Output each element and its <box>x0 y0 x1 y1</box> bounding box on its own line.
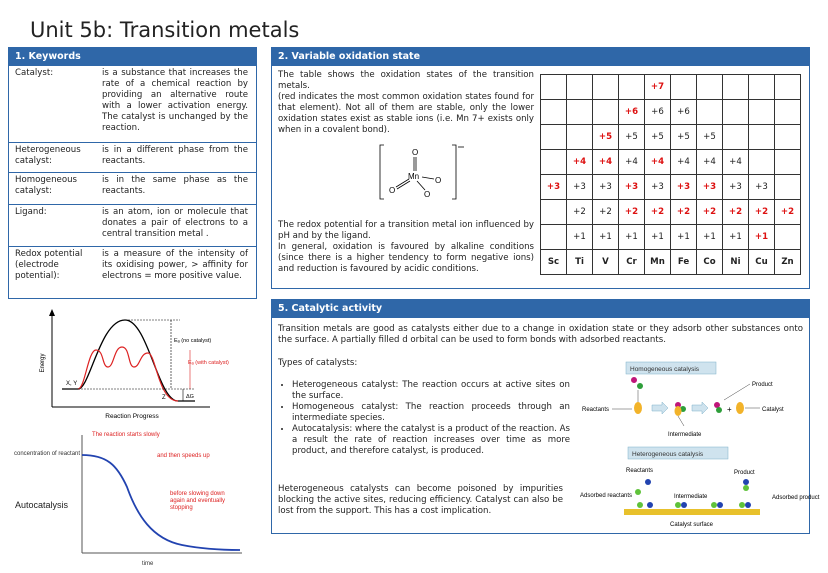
ea-no-catalyst-label: Eₐ (no catalyst) <box>174 338 212 344</box>
oxidation-cell: +5 <box>619 125 645 150</box>
keyword-def: is in a different phase from the reactants. <box>102 145 248 166</box>
oxidation-cell: +2 <box>671 200 697 225</box>
oxidation-cell: +1 <box>697 225 723 250</box>
autocatalysis-graph <box>12 425 262 570</box>
product-label-homo: Product <box>752 382 773 388</box>
oxidation-cell: +5 <box>671 125 697 150</box>
element-symbol-cell: V <box>593 250 619 275</box>
catalyst-types-list <box>278 380 570 457</box>
page-title: Unit 5b: Transition metals <box>30 18 300 42</box>
oxidation-cell: +2 <box>593 200 619 225</box>
reaction-progress-label: Reaction Progress <box>105 413 159 420</box>
oxidation-cell: +4 <box>567 150 593 175</box>
oxidation-cell: +2 <box>567 200 593 225</box>
oxidation-cell: +3 <box>541 175 567 200</box>
list-item: • Autocatalysis: where the catalyst is a product of the reaction. As a result the rate of reaction increases over time as more product, and therefore catalyst, is produced. <box>292 424 570 457</box>
element-symbol-cell: Mn <box>645 250 671 275</box>
keyword-def: is a substance that increases the rate of a chemical reaction by providing an alternative route with a lower activation energy. The catalyst is unchanged by the reaction. <box>102 68 248 133</box>
table-row <box>541 100 801 125</box>
oxygen-label-right: O <box>435 176 442 185</box>
oxidation-cell: +6 <box>645 100 671 125</box>
homogeneous-title: Homogeneous catalysis <box>630 366 700 373</box>
catalysis-diagram <box>580 362 820 532</box>
poisoning-text: Heterogeneous catalysts can become poisoned by impurities blocking the active sites, reducing efficiency. Catalyst can also be lost from the support. This has a cost implication. <box>278 484 563 516</box>
keyword-row <box>9 66 256 141</box>
oxidation-cell: +3 <box>619 175 645 200</box>
keyword-term: Heterogeneous catalyst: <box>15 145 81 166</box>
oxidation-cell: +5 <box>645 125 671 150</box>
adsorbed-reactants-label <box>580 493 632 499</box>
oxidation-cell: +3 <box>671 175 697 200</box>
element-symbol-cell: Cu <box>749 250 775 275</box>
element-symbol-cell: Zn <box>775 250 801 275</box>
note-slows-down: before slowing down again and eventually stopping <box>170 491 226 511</box>
element-symbol-cell: Ti <box>567 250 593 275</box>
keyword-term: Redox potential (electrode potential): <box>15 249 83 281</box>
oxidation-cell: +7 <box>645 75 671 100</box>
oxidation-cell: +1 <box>567 225 593 250</box>
adsorbed-product-text: Adsorbed product <box>772 495 820 501</box>
oxidation-cell <box>697 100 723 125</box>
keyword-def: is in the same phase as the reactants. <box>102 175 248 196</box>
oxidation-cell <box>775 100 801 125</box>
oxidation-cell <box>567 125 593 150</box>
list-item: • Heterogeneous catalyst: The reaction occurs at active sites on the surface. <box>292 380 570 402</box>
autocatalysis-label: Autocatalysis <box>15 500 69 510</box>
keywords-heading: 1. Keywords <box>9 48 256 66</box>
energy-axis-label: Energy <box>40 353 46 373</box>
oxidation-cell: +2 <box>749 200 775 225</box>
oxidation-cell: +4 <box>697 150 723 175</box>
list-item: • Homogeneous catalyst: The reaction proceeds through an intermediate species. <box>292 402 570 424</box>
oxidation-cell <box>541 100 567 125</box>
oxidation-cell: +2 <box>645 200 671 225</box>
oxidation-cell: +2 <box>697 200 723 225</box>
oxidation-cell <box>619 75 645 100</box>
concentration-axis-label <box>14 451 80 457</box>
table-row <box>541 125 801 150</box>
concentration-axis-text: concentration of reactant <box>14 451 81 457</box>
oxidation-cell <box>775 175 801 200</box>
oxidation-cell <box>775 75 801 100</box>
oxidation-cell <box>749 100 775 125</box>
oxidation-cell <box>775 225 801 250</box>
oxidation-cell: +4 <box>619 150 645 175</box>
oxidation-cell: +3 <box>567 175 593 200</box>
oxidation-cell <box>541 150 567 175</box>
table-row <box>541 250 801 275</box>
keyword-row <box>9 246 256 298</box>
oxygen-label-left: O <box>389 186 396 195</box>
plus-sign: + <box>727 405 732 414</box>
oxidation-cell: +1 <box>749 225 775 250</box>
oxidation-cell: +2 <box>723 200 749 225</box>
heterogeneous-title: Heterogeneous catalysis <box>632 451 704 458</box>
keyword-row <box>9 142 256 171</box>
oxidation-cell: +4 <box>593 150 619 175</box>
oxidation-cell: +3 <box>645 175 671 200</box>
table-row <box>541 75 801 100</box>
oxidation-cell <box>749 150 775 175</box>
oxidation-cell <box>775 150 801 175</box>
oxidation-cell: +6 <box>619 100 645 125</box>
oxidation-cell: +3 <box>593 175 619 200</box>
oxidation-cell: +5 <box>697 125 723 150</box>
ea-with-catalyst-label: Eₐ (with catalyst) <box>188 360 229 366</box>
adsorbed-product-label <box>772 495 820 501</box>
oxidation-para-4: In general, oxidation is favoured by alkaline conditions (since there is a higher tendency to form negative ions) and reduction is favoured by acidic conditions. <box>278 242 534 274</box>
oxidation-cell: +1 <box>723 225 749 250</box>
table-row <box>541 175 801 200</box>
oxidation-cell: +3 <box>723 175 749 200</box>
intermediate-label-hetero: Intermediate <box>674 494 708 500</box>
catalytic-heading: 5. Catalytic activity <box>272 300 809 318</box>
adsorbed-reactants-text: Adsorbed reactants <box>580 493 633 499</box>
oxygen-label-top: O <box>412 148 419 157</box>
keyword-row <box>9 172 256 204</box>
oxidation-cell <box>749 75 775 100</box>
oxidation-cell <box>723 125 749 150</box>
catalytic-panel <box>271 299 820 534</box>
oxidation-cell <box>541 125 567 150</box>
mn-atom-label: Mn <box>408 172 420 181</box>
oxidation-cell <box>749 125 775 150</box>
oxidation-cell: +4 <box>645 150 671 175</box>
oxidation-cell <box>541 200 567 225</box>
table-row <box>541 200 801 225</box>
oxygen-label-bottom: O <box>424 190 431 199</box>
permanganate-structure <box>372 141 472 203</box>
element-symbol-cell: Sc <box>541 250 567 275</box>
oxidation-cell: +5 <box>593 125 619 150</box>
element-symbol-cell: Ni <box>723 250 749 275</box>
energy-profile-diagram <box>30 305 255 423</box>
oxidation-cell <box>697 75 723 100</box>
oxidation-cell: +4 <box>723 150 749 175</box>
oxidation-cell: +1 <box>671 225 697 250</box>
note-starts-slowly: The reaction starts slowly <box>92 432 160 438</box>
table-row <box>541 150 801 175</box>
keyword-term: Catalyst: <box>15 68 54 78</box>
keyword-row <box>9 204 256 246</box>
keywords-panel <box>8 47 257 299</box>
catalytic-intro: Transition metals are good as catalysts either due to a change in oxidation state or they adsorb other substances onto the surface. A partially filled d orbital can be used to form bonds with adsorbed reactants. <box>278 324 803 345</box>
oxidation-cell <box>723 75 749 100</box>
oxidation-panel <box>271 47 810 289</box>
product-label-hetero: Product <box>734 470 755 476</box>
delta-g-label: ΔG <box>186 394 194 400</box>
types-title: Types of catalysts: <box>278 358 358 368</box>
element-symbol-cell: Fe <box>671 250 697 275</box>
time-axis-label: time <box>142 561 154 567</box>
oxidation-para-3: The redox potential for a transition metal ion influenced by pH and by the ligand. <box>278 220 534 241</box>
oxidation-cell <box>775 125 801 150</box>
oxidation-para-1: The table shows the oxidation states of the transition metals. <box>278 70 534 91</box>
reactants-label-homo: Reactants <box>582 407 610 413</box>
oxidation-state-table <box>540 74 801 275</box>
note-speeds-up: and then speeds up <box>157 453 210 459</box>
oxidation-heading: 2. Variable oxidation state <box>272 48 809 66</box>
reactants-label-hetero: Reactants <box>626 468 654 474</box>
oxidation-cell: +1 <box>619 225 645 250</box>
oxidation-cell: +3 <box>749 175 775 200</box>
oxidation-para-2: (red indicates the most common oxidation states found for that element). Not all of them are stable, only the lower oxidation states exist as stable ions (i.e. Mn 7+ exists only when in a covalent bond). <box>278 92 534 135</box>
intermediate-label-homo: Intermediate <box>668 432 702 438</box>
keyword-term: Homogeneous catalyst: <box>15 175 78 196</box>
oxidation-cell: +2 <box>775 200 801 225</box>
oxidation-cell: +1 <box>593 225 619 250</box>
reactants-xy-label: X, Y <box>66 381 78 387</box>
keyword-term: Ligand: <box>15 207 47 217</box>
table-row <box>541 225 801 250</box>
oxidation-cell: +2 <box>619 200 645 225</box>
oxidation-cell <box>567 75 593 100</box>
oxidation-cell: +4 <box>671 150 697 175</box>
catalyst-surface-label: Catalyst surface <box>670 522 714 528</box>
oxidation-cell <box>723 100 749 125</box>
keyword-def: is a measure of the intensity of its oxidising power, > affinity for electrons = more positive value. <box>102 249 248 281</box>
product-z-label: Z <box>162 395 166 401</box>
catalyst-label: Catalyst <box>762 407 784 413</box>
keyword-def: is an atom, ion or molecule that donates a pair of electrons to a central transition metal . <box>102 207 248 239</box>
oxidation-cell: +6 <box>671 100 697 125</box>
oxidation-cell <box>541 225 567 250</box>
element-symbol-cell: Co <box>697 250 723 275</box>
oxidation-cell <box>567 100 593 125</box>
oxidation-cell <box>593 75 619 100</box>
oxidation-cell <box>541 75 567 100</box>
element-symbol-cell: Cr <box>619 250 645 275</box>
oxidation-cell: +3 <box>697 175 723 200</box>
oxidation-cell <box>593 100 619 125</box>
oxidation-cell <box>671 75 697 100</box>
oxidation-cell: +1 <box>645 225 671 250</box>
